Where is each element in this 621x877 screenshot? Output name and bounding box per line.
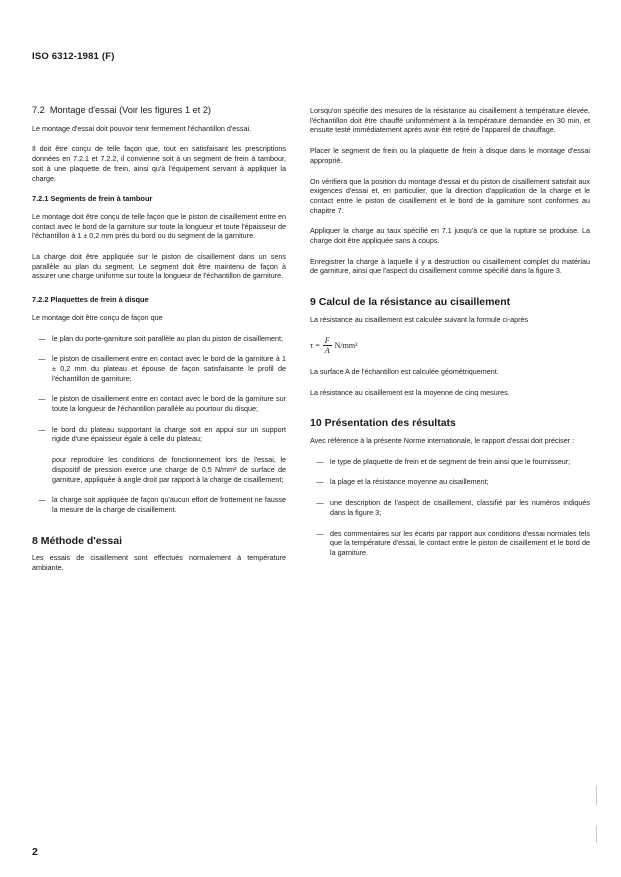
list-item-text: le bord du plateau supportant la charge soit en appui sur un support rigide d'une épaisseur égale à celle du plateau; — [52, 424, 286, 444]
list-item: — le bord du plateau supportant la charge soit en appui sur un support rigide d'une épaisseur égale à celle du plateau; — [38, 424, 286, 444]
list-item-text: la charge soit appliquée de façon qu'aucun effort de frottement ne fausse la mesure de la charge de cisaillement. — [52, 495, 286, 514]
list-item: — le piston de cisaillement entre en contact avec le bord de la garniture à 1 ± 0,2 mm du plateau et épouse de façon satisfaisante le profil de l'échantillon de garniture; — [38, 354, 286, 383]
section-10-heading: 10 Présentation des résultats — [310, 417, 456, 430]
paragraph: Enregistrer la charge à laquelle il y a destruction ou cisaillement complet du matériau de garniture, ainsi que l'aspect du cisaillement comme spécifié dans la figure 3. — [310, 256, 590, 276]
formula-fraction — [323, 336, 332, 356]
scan-edge-mark — [596, 825, 597, 843]
list-item: — la charge soit appliquée de façon qu'aucun effort de frottement ne fausse la mesure de la charge de cisaillement. — [38, 495, 286, 514]
paragraph: La surface A de l'échantillon est calculée géométriquement. — [310, 366, 499, 376]
scan-edge-mark — [596, 785, 597, 805]
formula-tau: τ = — [310, 340, 320, 350]
paragraph: Le montage doit être conçu de telle façon que le piston de cisaillement entre en contact avec le bord de la garniture sur toute la longueur et toute l'épaisseur de l'échantillon à 1 ± 0,2 mm près du bord ou du segment de la garniture. — [32, 211, 286, 241]
paragraph: Appliquer la charge au taux spécifié en 7.1 jusqu'à ce que la rupture se produise. La charge doit être appliquée sans à coups. — [310, 226, 590, 246]
paragraph: La charge doit être appliquée sur le piston de cisaillement dans un sens parallèle au plan du segment. Le segment doit être maintenu de façon à assurer une charge uniforme sur toute la longueur de l'échantillon de garniture. — [32, 252, 286, 281]
section-7-2-figure-ref: (Voir les figures 1 et 2) — [119, 105, 211, 115]
list-item: — la plage et la résistance moyenne au cisaillement; — [310, 477, 590, 487]
list-item-text: le plan du porte-garniture soit parallèle au plan du piston de cisaillement; — [52, 333, 283, 343]
list-item-text: le piston de cisaillement entre en contact avec le bord de la garniture à 1 ± 0,2 mm du plateau et épouse de façon satisfaisante le profil de l'échantillon de garniture; — [52, 354, 286, 383]
list-item: — une description de l'aspect de cisaillement, classifié par les numéros indiqués dans la figure 3; — [316, 498, 590, 517]
paragraph: La résistance au cisaillement est calculée suivant la formule ci-après — [310, 314, 529, 324]
list-item: — le plan du porte-garniture soit parallèle au plan du piston de cisaillement; — [32, 334, 286, 344]
paragraph: Placer le segment de frein ou la plaquette de frein à disque dans le montage d'essai approprié. — [310, 146, 590, 165]
list-item: — le type de plaquette de frein et de segment de frein ainsi que le fournisseur; — [310, 457, 590, 467]
paragraph: Le montage doit être conçu de façon que — [32, 312, 163, 322]
paragraph: On vérifiera que la position du montage d'essai et du piston de cisaillement satisfait aux exigences d'essai et, en particulier, que la direction d'application de la charge et le contact entre le piston de cisaillement et le bord de la garniture sont conformes au chapitre 7. — [310, 176, 590, 215]
list-item: — le piston de cisaillement entre en contact avec le bord de la garniture sur toute la longueur de l'échantillon parallèle au pourtour du disque; — [38, 394, 286, 414]
shear-formula — [310, 336, 590, 356]
list-item-text: une description de l'aspect de cisaillement, classifié par les numéros indiqués dans la figure 3; — [330, 498, 590, 517]
left-column — [32, 106, 286, 584]
paragraph: Avec référence à la présente Norme internationale, le rapport d'essai doit préciser : — [310, 436, 575, 446]
paragraph: La résistance au cisaillement est la moyenne de cinq mesures. — [310, 387, 510, 397]
section-7-2-2-heading: 7.2.2 Plaquettes de frein à disque — [32, 295, 149, 305]
list-item: — des commentaires sur les écarts par rapport aux conditions d'essai normales tels que la température d'essai, le contact entre le piston de cisaillement et le bord de la garniture. — [316, 528, 590, 557]
formula-denominator: A — [324, 346, 330, 356]
paragraph: Le montage d'essai doit pouvoir tenir fermement l'échantillon d'essai. — [32, 123, 252, 133]
section-7-2-heading — [32, 106, 286, 116]
paragraph: Il doit être conçu de telle façon que, tout en satisfaisant les prescriptions données en 7.2.1 et 7.2.2, il convienne soit à un segment de frein à tambour, soit à une plaquette de frein, ainsi qu'à l'équipement servant à appliquer la charge. — [32, 144, 286, 183]
formula-unit: N/mm² — [334, 340, 358, 350]
section-7-2-1-heading: 7.2.1 Segments de frein à tambour — [32, 194, 153, 204]
list-item-text: le type de plaquette de frein et de segment de frein ainsi que le fournisseur; — [330, 456, 571, 466]
list-item-text: des commentaires sur les écarts par rapport aux conditions d'essai normales tels que la température d'essai, le contact entre le piston de cisaillement et le bord de la garniture. — [330, 528, 590, 557]
section-7-2-number: 7.2 — [32, 105, 45, 115]
right-column — [310, 106, 590, 569]
paragraph: pour reproduire les conditions de fonctionnement lors de l'essai, le dispositif de pression exerce une charge de 0,5 N/mm² de surface de garniture, appliquée à angle droit par rapport à la charge de cisaillement; — [52, 455, 286, 484]
section-9-heading: 9 Calcul de la résistance au cisaillement — [310, 296, 511, 309]
section-7-2-title: Montage d'essai — [49, 105, 117, 115]
paragraph: Lorsqu'on spécifie des mesures de la résistance au cisaillement à température élevée, l'échantillon doit être chauffé uniformément à la température demandée en 30 min, et ensuite testé immédiatement après avoir été retiré de l'appareil de chauffage. — [310, 106, 590, 135]
formula-numerator: F — [324, 335, 330, 345]
paragraph: Les essais de cisaillement sont effectués normalement à température ambiante. — [32, 553, 286, 573]
list-item-text: la plage et la résistance moyenne au cisaillement; — [330, 477, 489, 487]
page-number: 2 — [32, 846, 38, 858]
document-header: ISO 6312-1981 (F) — [32, 51, 115, 62]
section-8-heading: 8 Méthode d'essai — [32, 534, 123, 547]
list-item-text: le piston de cisaillement entre en contact avec le bord de la garniture sur toute la longueur de l'échantillon parallèle au pourtour du disque; — [52, 394, 286, 414]
